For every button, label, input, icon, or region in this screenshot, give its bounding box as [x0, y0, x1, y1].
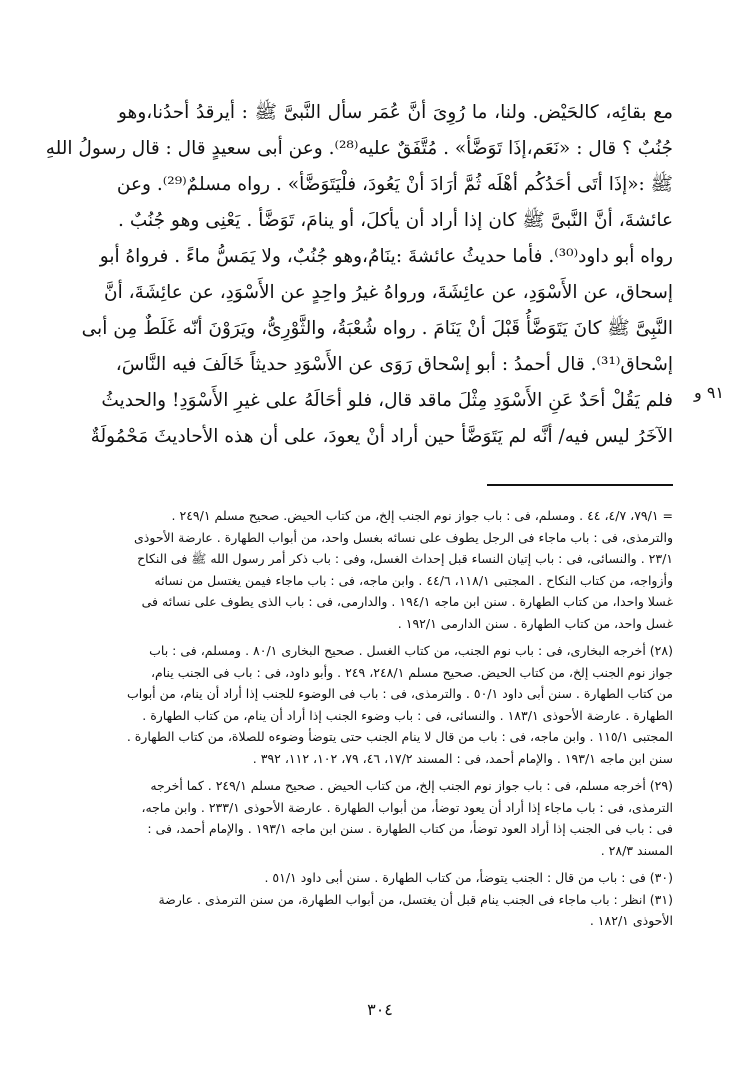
- main-text-line: فلم يَقُلْ أحَدٌ عَنِ الأَسْوَدِ مِثْلَ ماقد قال، فلو أحَالَهُ على غيرِ الأَسْوَدِ! والحديثُ: [101, 390, 673, 411]
- footnote-separator: [487, 484, 673, 486]
- page-number: ٣٠٤: [367, 1000, 393, 1019]
- footnote-line: المجتبى ١١٥/١ . وابن ماجه، فى : باب من قال لا ينام الجنب حتى يتوضأ وضوءه للصلاة، من كتاب الطهارة .: [126, 729, 673, 744]
- footnote-line: من كتاب الطهارة . سنن أبى داود ٥٠/١ . والترمذى، فى : باب فى الوضوء للجنب إذا أراد أن ينام، من أبواب: [127, 686, 673, 701]
- footnote-line: = ٧٩/١، ٤/٧، ٤٤ . ومسلم، فى : باب جواز نوم الجنب إلخ، من كتاب الحيض. صحيح مسلم ٢٤٩/١ .: [171, 508, 673, 523]
- main-text-line: عائشةَ، أنَّ النَّبىَّ ﷺ كان إذا أراد أن يأكلَ، أو ينامَ، تَوَضَّأ . يَعْنِى وهو جُنُبٌ .: [118, 210, 673, 231]
- footnotes-block: [118, 505, 673, 932]
- main-text-line: مع بقائِه، كالحَيْض. ولنا، ما رُوِىَ أنَّ عُمَر سأل النَّبىَّ ﷺ : أيرقدُ أحدُنا،وهو: [118, 102, 673, 123]
- main-text-block: [45, 95, 673, 455]
- footnote-line: (٢٨) أخرجه البخارى، فى : باب نوم الجنب، من كتاب الغسل . صحيح البخارى ٨٠/١ . ومسلم، فى : باب: [149, 643, 673, 658]
- footnote-line: الأحوذى ١٨٢/١ .: [589, 913, 673, 928]
- footnote-line: غسل واحد، من كتاب الطهارة . سنن الدارمى ١٩٢/١ .: [397, 615, 673, 631]
- footnote-line: (٢٩) أخرجه مسلم، فى : باب جواز نوم الجنب إلخ، من كتاب الحيض . صحيح مسلم ٢٤٩/١ . كما أخرجه: [150, 778, 673, 793]
- footnote-line: والترمذى، فى : باب ماجاء فى الرجل يطوف على نسائه بغسل واحد، من أبواب الطهارة . عارضة الأحوذى: [134, 529, 673, 545]
- footnote-line: المسند ٢٨/٣ .: [600, 842, 673, 858]
- manuscript-folio-marker: ٩١ و: [694, 383, 724, 402]
- main-text-line: الآخَرُ ليس فيه/ أنَّه لم يَتَوَضَّأ حين أراد أنْ يعودَ، على أن هذه الأحاديثَ مَحْمُولَةٌ: [90, 426, 673, 447]
- footnote-line: سنن ابن ماجه ١٩٣/١ . والإمام أحمد، فى : المسند ١٧/٢، ٤٦، ٧٩، ١٠٢، ١١٢، ٣٩٢ .: [252, 750, 673, 766]
- footnote-continued: [118, 505, 673, 634]
- footnote-line: غسلا واحدا، من كتاب الطهارة . سنن ابن ماجه ١٩٤/١ . والدارمى، فى : باب الذى يطوف على نسائه فى: [141, 594, 673, 609]
- main-text-line: رواه أبو داود⁽³⁰⁾. فأما حديثُ عائشةَ :ينَامُ،وهو جُنُبٌ، ولا يَمَسُّ ماءً . فرواهُ أبو: [99, 246, 673, 267]
- main-text-line: إسحاق، عن الأَسْوَدِ، عن عائِشَةَ، ورواهُ غيرُ واحِدٍ عن الأَسْوَدِ، عن عائِشَةَ، أنَّ: [104, 282, 673, 303]
- footnote-line: جواز نوم الجنب إلخ، من كتاب الحيض. صحيح مسلم ٢٤٨/١، ٢٤٩ . وأبو داود، فى : باب فى الجنب ينام،: [150, 664, 673, 680]
- main-text-line: ﷺ :«إذَا أتَى أحَدُكُم أهْلَه ثُمَّ أرَادَ أنْ يَعُودَ، فلْيَتَوَضَّأ» . رواه مسلمٌ⁽²⁹⁾. وعن: [116, 174, 673, 195]
- footnote-line: ٢٣/١ . والنسائى، فى : باب إتيان النساء قبل إحداث الغسل، وفى : باب ذكر أمر رسول الله ﷺ فى النكاح: [137, 551, 673, 566]
- footnote-line: الترمذى، فى : باب ماجاء إذا أراد أن يعود توضأ، من أبواب الطهارة . عارضة الأحوذى ٢٣٣/١ . وابن ماجه،: [141, 799, 673, 815]
- main-text-line: جُنُبٌ ؟ قال : «نَعَم،إذَا تَوَضَّأ» . مُتَّفَقٌ عليه⁽²⁸⁾. وعن أبى سعيدٍ قال : قال رسولُ اللهِ: [45, 138, 673, 159]
- main-text-line: النَّبِىَّ ﷺ كانَ يَتَوَضَّأُ قَبْلَ أنْ يَنَامَ . رواه شُعْبَةُ، والثَّوْرِىُّ، ويَرَوْنَ أنّه غَلَطٌ مِن أبى: [81, 318, 673, 339]
- footnote-line: (٣١) انظر : باب ماجاء فى الجنب ينام قبل أن يغتسل، من أبواب الطهارة، من سنن الترمذى . عارضة: [158, 891, 673, 907]
- main-text-line: إسْحاق⁽³¹⁾. قال أحمدُ : أبو إسْحاق رَوَى عن الأَسْوَدِ حديثاً خَالَفَ فيه النَّاسَ،: [115, 354, 673, 375]
- footnote-line: وأزواجه، من كتاب النكاح . المجتبى ١١٨/١، ٤٤/٦ . وابن ماجه، فى : باب ماجاء فيمن يغتسل من نسائه: [154, 572, 673, 588]
- footnote-30: [118, 867, 673, 889]
- footnote-28: [118, 640, 673, 769]
- footnote-31: [118, 889, 673, 932]
- footnote-29: [118, 775, 673, 861]
- footnote-line: الطهارة . عارضة الأحوذى ١٨٣/١ . والنسائى، فى : باب وضوء الجنب إذا أراد أن ينام، من كتاب الطهارة .: [142, 707, 673, 723]
- footnote-line: فى : باب فى الجنب إذا أراد العود توضأ، من كتاب الطهارة . سنن ابن ماجه ١٩٣/١ . والإمام أحمد، فى :: [147, 821, 673, 836]
- footnote-line: (٣٠) فى : باب من قال : الجنب يتوضأ، من كتاب الطهارة . سنن أبى داود ٥١/١ .: [264, 870, 673, 885]
